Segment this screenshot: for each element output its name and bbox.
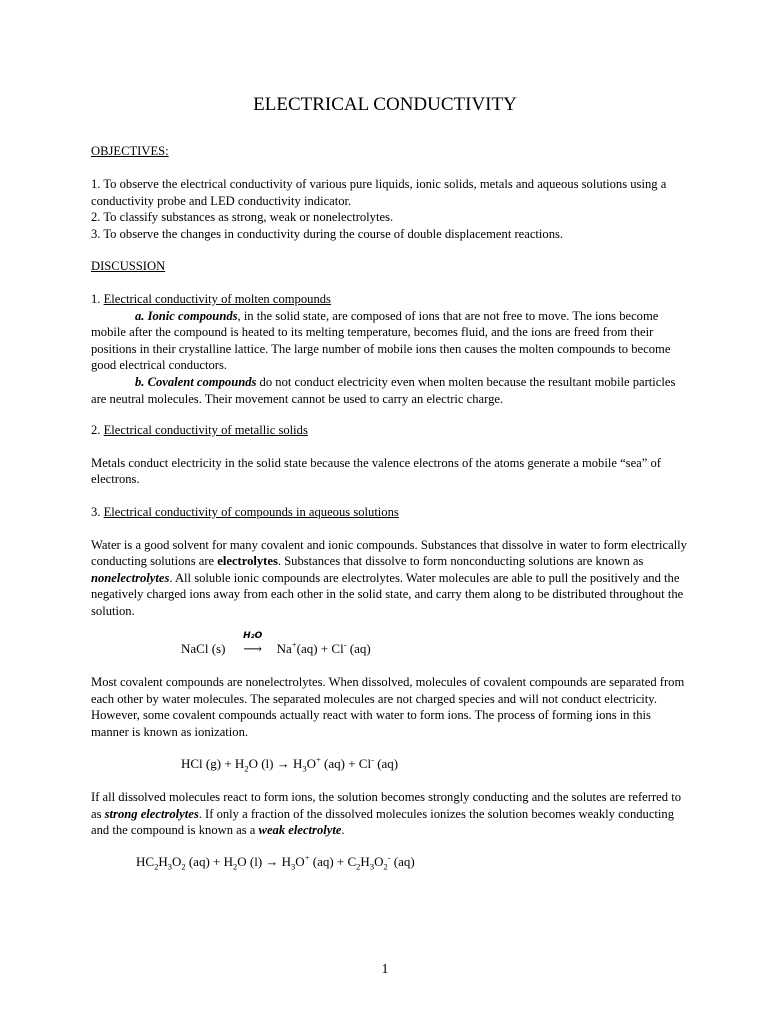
equation-nacl: NaCl (s) H₂O ⟶ Na+(aq) + Cl- (aq) bbox=[181, 631, 371, 656]
covalent-paragraph: Most covalent compounds are nonelectrolytes. When dissolved, molecules of covalent compounds are separated from each other by water molecules. The separated molecules are not charged species and will not conduct electricity. However, some covalent compounds actually react with water to form ions. The process of forming ions in this manner is known as ionization. bbox=[91, 675, 685, 739]
electrolytes-paragraph: Water is a good solvent for many covalent and ionic compounds. Substances that dissolve in water to form electrically conducting solutions are electrolytes. Substances that dissolve to form nonconducting solutions are known as nonelectrolytes. All soluble ionic compounds are electrolytes. Water molecules are able to pull the positively and the negatively charged ions away from each other in the solid state, and carry them along to be distributed throughout the solution. bbox=[91, 537, 687, 618]
objective-item-2: 2. To classify substances as strong, weak or nonelectrolytes. bbox=[91, 210, 394, 225]
section-2-heading: 2. Electrical conductivity of metallic solids bbox=[91, 423, 308, 437]
objective-item-1: 1. To observe the electrical conductivity of various pure liquids, ionic solids, metals and aqueous solutions using a conductivity probe and LED conductivity indicator. bbox=[91, 177, 667, 208]
equation-acetic-acid: $HC_2H_3O_2$ $(aq) + H_2O$ $(l) \to H_3O^+$ $(aq) + C_2H_3O_2^-$ (aq) bbox=[136, 852, 415, 872]
ionic-compounds-paragraph: a. Ionic compounds, in the solid state, are composed of ions that are not free to move. The ions become mobile after the compound is heated to its melting temperature, becomes fluid, and the ions are freed from their positions in their crystalline lattice. The large number of mobile ions then causes the molten compounds to become good electrical conductors. bbox=[91, 308, 671, 373]
objective-item-3: 3. To observe the changes in conductivity during the course of double displacement reactions. bbox=[91, 226, 564, 241]
page-number: 1 bbox=[381, 962, 389, 977]
objectives-heading: OBJECTIVES: bbox=[91, 144, 169, 158]
objectives-list bbox=[91, 176, 691, 242]
page-title: ELECTRICAL CONDUCTIVITY bbox=[253, 94, 517, 115]
equation-hcl: HCl $(g) + H_2O$ $(l) \to H_3O^+$ (aq) + Cl- (aq) bbox=[181, 754, 399, 774]
section-2 bbox=[91, 422, 691, 488]
section-3 bbox=[91, 504, 691, 620]
section-3-heading: 3. Electrical conductivity of compounds in aqueous solutions bbox=[91, 505, 399, 519]
section-1-heading: 1. Electrical conductivity of molten compounds bbox=[91, 292, 331, 306]
discussion-heading: DISCUSSION bbox=[91, 259, 166, 273]
reaction-arrow: H₂O ⟶ bbox=[243, 631, 263, 656]
metals-paragraph: Metals conduct electricity in the solid state because the valence electrons of the atoms generate a mobile “sea” of electrons. bbox=[91, 455, 661, 487]
covalent-compounds-paragraph: b. Covalent compounds do not conduct electricity even when molten because the resultant mobile particles are neutral molecules. Their movement cannot be used to carry an electric charge. bbox=[91, 374, 676, 406]
strong-weak-paragraph: If all dissolved molecules react to form ions, the solution becomes strongly conducting and the solutes are referred to as strong electrolytes. If only a fraction of the dissolved molecules ionizes the solution becomes weakly conducting and the compound is known as a weak electrolyte. bbox=[91, 790, 681, 838]
section-1 bbox=[91, 291, 691, 407]
